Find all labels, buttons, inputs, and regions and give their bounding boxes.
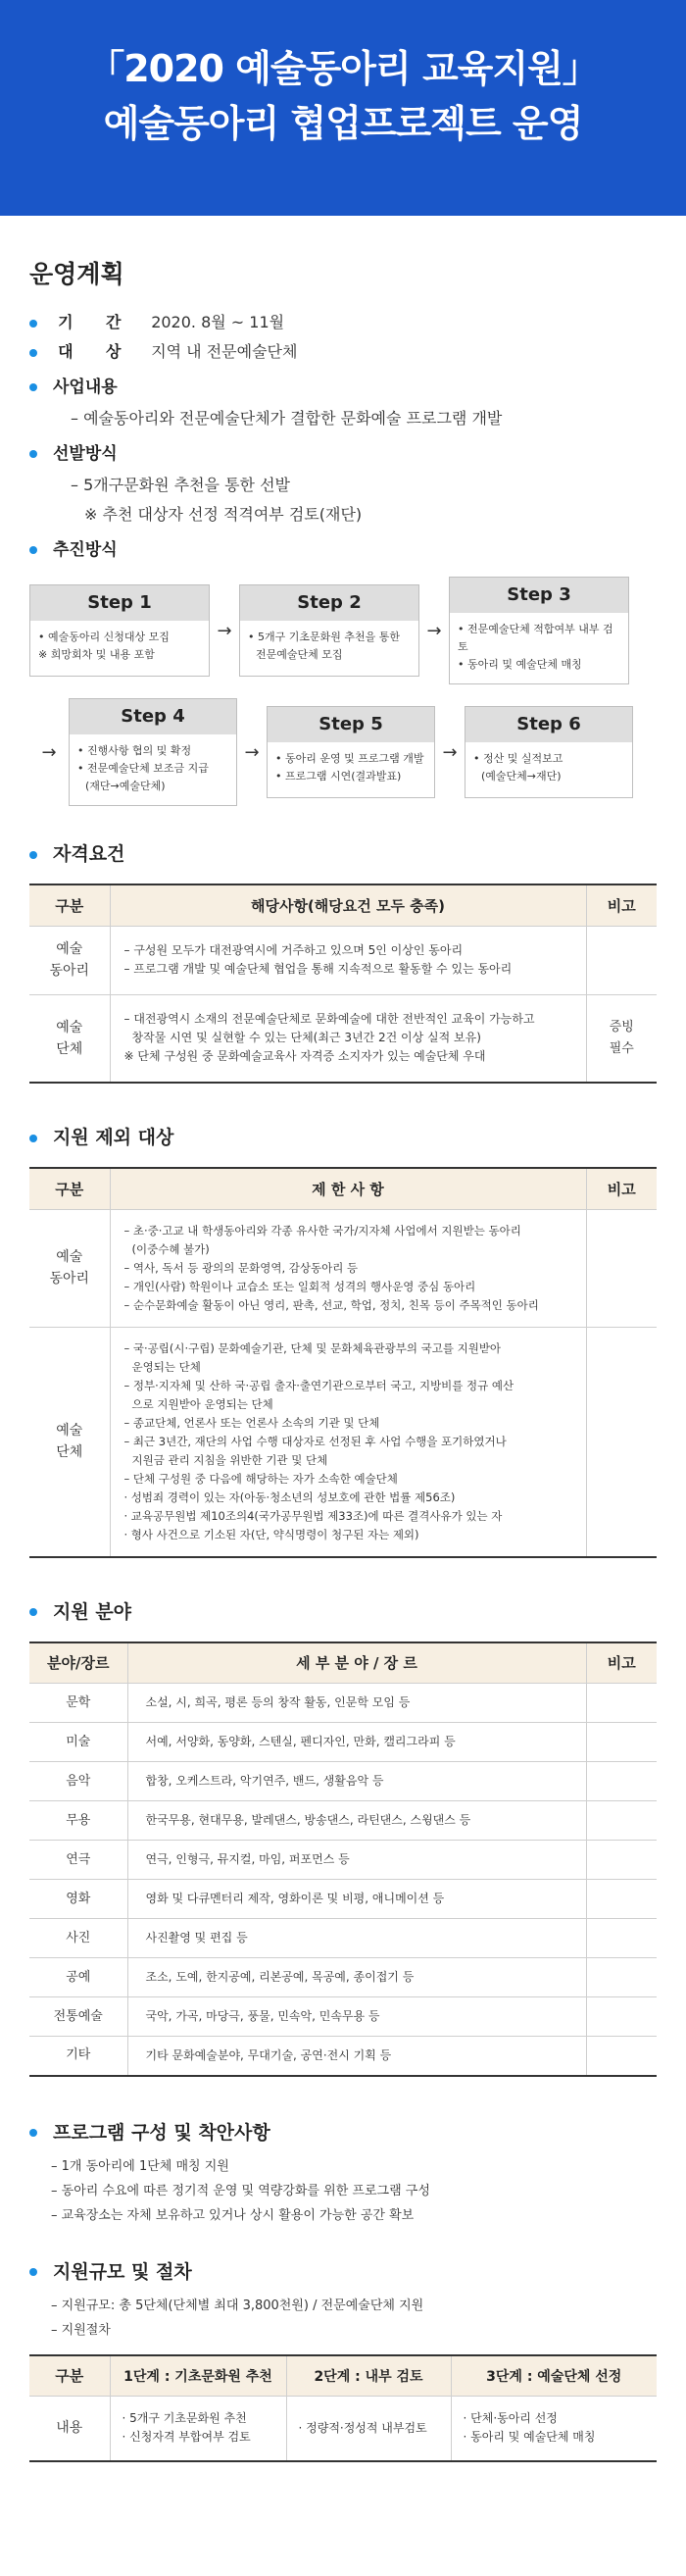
business-value: – 예술동아리와 전문예술단체가 결합한 문화예술 프로그램 개발	[71, 409, 503, 428]
detail-line: · 성범죄 경력이 있는 자(아동·청소년의 성보호에 관한 법률 제56조)	[123, 1490, 456, 1504]
genre-cell: 전통예술	[29, 1997, 127, 2037]
note-cell	[586, 926, 657, 994]
note-cell	[586, 994, 657, 1083]
category-cell	[29, 1209, 110, 1327]
detail-cell: 국악, 가곡, 마당극, 풍물, 민속악, 민속무용 등	[127, 1997, 586, 2037]
table-row	[29, 1762, 657, 1801]
detail-line: · 동아리 및 예술단체 매칭	[463, 2430, 596, 2445]
step-title: Step 3	[450, 578, 628, 613]
arrow-right-icon: →	[442, 741, 458, 763]
category-line: 예술	[56, 1423, 83, 1439]
fields-title	[29, 1597, 657, 1624]
qualification-table	[29, 884, 657, 1084]
detail-cell	[110, 926, 586, 994]
note-cell	[586, 1327, 657, 1557]
category-line: 예술	[56, 1249, 83, 1265]
steps-row-2	[29, 698, 657, 806]
step-box	[449, 577, 629, 684]
table-row	[29, 926, 657, 994]
step-title: Step 2	[240, 585, 418, 621]
step-line: • 예술동아리 신청대상 모집	[38, 631, 170, 643]
note-cell	[586, 1209, 657, 1327]
detail-line: 으로 지원받아 운영되는 단체	[131, 1396, 273, 1411]
step-line: • 진행사항 협의 및 확정	[77, 744, 192, 757]
selection-heading	[29, 437, 657, 471]
qualification-title	[29, 839, 657, 866]
note-cell	[586, 1997, 657, 2037]
note-cell	[586, 1723, 657, 1762]
row-label: 내용	[29, 2397, 110, 2461]
detail-cell	[110, 1209, 586, 1327]
genre-cell: 공예	[29, 1958, 127, 1997]
list-item: – 동아리 수요에 따른 정기적 운영 및 역량강화를 위한 프로그램 구성	[51, 2183, 430, 2198]
bullet-dot-icon	[29, 349, 37, 357]
detail-cell: 연극, 인형극, 뮤지컬, 마임, 퍼포먼스 등	[127, 1841, 586, 1880]
table-header-row	[29, 1168, 657, 1209]
detail-cell	[110, 1327, 586, 1557]
bullet-dot-icon	[29, 1135, 37, 1142]
step-body	[240, 621, 418, 676]
step-line: • 전문예술단체 적합여부 내부 검토	[458, 623, 613, 653]
list-item: – 지원규모: 총 5단체(단체별 최대 3,800천원) / 전문예술단체 지원	[51, 2298, 424, 2313]
step-body	[30, 621, 209, 676]
note-line: 증빙	[609, 1019, 634, 1035]
column-header: 해당사항(해당요건 모두 충족)	[110, 884, 586, 926]
note-cell	[586, 1684, 657, 1723]
business-heading	[29, 371, 657, 404]
detail-line: – 프로그램 개발 및 예술단체 협업을 통해 지속적으로 활동할 수 있는 동아리	[123, 962, 513, 976]
selection-value: – 5개구문화원 추천을 통한 선발	[71, 476, 290, 494]
table-row	[29, 1919, 657, 1958]
note-cell	[586, 1958, 657, 1997]
detail-line: 창작물 시연 및 실현할 수 있는 단체(최근 3년간 2건 이상 실적 보유)	[131, 1031, 481, 1045]
step-line: • 동아리 및 예술단체 매칭	[458, 658, 582, 671]
step-box	[239, 584, 419, 677]
fields-title-text: 지원 분야	[53, 1600, 132, 1623]
arrow-right-icon: →	[217, 620, 232, 641]
detail-line: – 순수문화예술 활동이 아닌 영리, 판촉, 선교, 학업, 정치, 친목 등이 주목적인 동아리	[123, 1297, 539, 1312]
arrow-right-icon: →	[426, 620, 442, 641]
step-line: • 전문예술단체 보조금 지급	[77, 762, 209, 775]
step-cell	[110, 2397, 286, 2461]
bullet-dot-icon	[29, 383, 37, 391]
table-row	[29, 1997, 657, 2037]
process-label: 추진방식	[53, 540, 118, 560]
bullet-dot-icon	[29, 320, 37, 328]
genre-cell: 연극	[29, 1841, 127, 1880]
detail-line: (이중수혜 불가)	[131, 1241, 210, 1256]
target-row	[29, 337, 657, 367]
genre-cell: 문학	[29, 1684, 127, 1723]
note-cell	[586, 1880, 657, 1919]
selection-note: ※ 추천 대상자 선정 적격여부 검토(재단)	[84, 505, 363, 524]
step-body	[450, 613, 628, 683]
detail-line: – 종교단체, 언론사 또는 언론사 소속의 기관 및 단체	[123, 1415, 380, 1430]
category-line: 예술	[56, 941, 83, 957]
detail-line: · 5개구 기초문화원 추천	[122, 2411, 247, 2426]
detail-line: · 정량적·정성적 내부검토	[298, 2420, 427, 2435]
step-body	[268, 742, 434, 797]
detail-line: 운영되는 단체	[131, 1359, 201, 1374]
genre-cell: 영화	[29, 1880, 127, 1919]
detail-cell: 사진촬영 및 편집 등	[127, 1919, 586, 1958]
steps-row-1	[29, 577, 657, 684]
column-header: 구분	[29, 2355, 110, 2397]
selection-label: 선발방식	[53, 444, 118, 464]
table-row	[29, 1723, 657, 1762]
step-box	[69, 698, 237, 806]
genre-cell: 기타	[29, 2037, 127, 2076]
detail-line: – 개인(사람) 학원이나 교습소 또는 일회적 성격의 행사운영 중심 동아리	[123, 1279, 476, 1293]
bullet-dot-icon	[29, 851, 37, 859]
step-title: Step 4	[70, 699, 236, 734]
program-title	[29, 2118, 657, 2145]
table-row	[29, 2397, 657, 2461]
note-line: 필수	[609, 1040, 634, 1056]
period-value: 2020. 8월 ~ 11월	[151, 313, 285, 331]
detail-cell: 합창, 오케스트라, 악기연주, 밴드, 생활음악 등	[127, 1762, 586, 1801]
column-header: 3단계 : 예술단체 선정	[451, 2355, 657, 2397]
table-header-row	[29, 884, 657, 926]
detail-line: – 국·공립(시·구립) 문화예술기관, 단체 및 문화체육관광부의 국고를 지원받아	[123, 1340, 502, 1355]
column-header: 비고	[586, 1642, 657, 1684]
scale-list	[29, 2294, 657, 2343]
step-line: • 5개구 기초문화원 추천을 통한	[248, 631, 400, 643]
table-header-row	[29, 1642, 657, 1684]
table-row	[29, 1958, 657, 1997]
step-body	[466, 742, 632, 797]
fields-table	[29, 1642, 657, 2077]
category-line: 단체	[56, 1040, 83, 1057]
list-item: – 지원절차	[51, 2322, 111, 2338]
table-row	[29, 1880, 657, 1919]
column-header: 비고	[586, 884, 657, 926]
qualification-title-text: 자격요건	[53, 843, 125, 865]
category-line: 예술	[56, 1019, 83, 1035]
step-line: (예술단체→재단)	[481, 770, 562, 783]
program-list	[29, 2154, 657, 2228]
step-cell	[451, 2397, 657, 2461]
category-cell	[29, 926, 110, 994]
step-line: • 정산 및 실적보고	[473, 752, 564, 765]
step-line: • 프로그램 시연(결과발표)	[275, 770, 402, 783]
exclusion-title	[29, 1123, 657, 1149]
step-title: Step 5	[268, 707, 434, 742]
scale-title	[29, 2257, 657, 2284]
exclusion-title-text: 지원 제외 대상	[53, 1127, 174, 1148]
scale-title-text: 지원규모 및 절차	[53, 2260, 192, 2283]
banner-title-line2: 예술동아리 협업프로젝트 운영	[103, 102, 583, 145]
detail-cell: 영화 및 다큐멘터리 제작, 영화이론 및 비평, 애니메이션 등	[127, 1880, 586, 1919]
category-cell	[29, 1327, 110, 1557]
bullet-dot-icon	[29, 1608, 37, 1616]
table-row	[29, 1801, 657, 1841]
category-cell	[29, 994, 110, 1083]
arrow-right-icon: →	[244, 741, 260, 763]
table-row	[29, 1327, 657, 1557]
detail-cell: 한국무용, 현대무용, 발레댄스, 방송댄스, 라틴댄스, 스윙댄스 등	[127, 1801, 586, 1841]
detail-line: ※ 단체 구성원 중 문화예술교육사 자격증 소지자가 있는 예술단체 우대	[123, 1049, 486, 1064]
column-header: 구분	[29, 884, 110, 926]
detail-line: 지원금 관리 지침을 위반한 기관 및 단체	[131, 1452, 328, 1467]
category-line: 단체	[56, 1444, 83, 1460]
step-cell	[286, 2397, 451, 2461]
program-title-text: 프로그램 구성 및 착안사항	[53, 2121, 270, 2144]
column-header: 2단계 : 내부 검토	[286, 2355, 451, 2397]
category-line: 동아리	[49, 963, 90, 979]
step-title: Step 6	[466, 707, 632, 742]
detail-cell: 서예, 서양화, 동양화, 스텐실, 펜디자인, 만화, 캘리그라피 등	[127, 1723, 586, 1762]
column-header: 1단계 : 기초문화원 추천	[110, 2355, 286, 2397]
note-cell	[586, 1841, 657, 1880]
bullet-dot-icon	[29, 2268, 37, 2276]
step-line: (재단→예술단체)	[85, 780, 166, 792]
step-box	[267, 706, 435, 798]
table-header-row	[29, 2355, 657, 2397]
table-row	[29, 1841, 657, 1880]
plan-title: 운영계획	[29, 260, 124, 288]
period-row	[29, 308, 657, 337]
bullet-dot-icon	[29, 2129, 37, 2137]
detail-line: – 최근 3년간, 재단의 사업 수행 대상자로 선정된 후 사업 수행을 포기하였거나	[123, 1434, 507, 1448]
business-label: 사업내용	[53, 378, 118, 397]
period-label: 기 간	[58, 313, 122, 331]
column-header: 세 부 분 야 / 장 르	[127, 1642, 586, 1684]
detail-line: – 역사, 독서 등 광의의 문화영역, 감상동아리 등	[123, 1260, 359, 1275]
table-row	[29, 1684, 657, 1723]
detail-line: – 단체 구성원 중 다음에 해당하는 자가 소속한 예술단체	[123, 1471, 398, 1486]
column-header: 구분	[29, 1168, 110, 1209]
step-body	[70, 734, 236, 805]
detail-cell: 소설, 시, 희곡, 평론 등의 창작 활동, 인문학 모임 등	[127, 1684, 586, 1723]
process-heading	[29, 533, 657, 567]
genre-cell: 무용	[29, 1801, 127, 1841]
detail-line: – 구성원 모두가 대전광역시에 거주하고 있으며 5인 이상인 동아리	[123, 943, 464, 957]
note-cell	[586, 1919, 657, 1958]
genre-cell: 미술	[29, 1723, 127, 1762]
list-item: – 교육장소는 자체 보유하고 있거나 상시 활용이 가능한 공간 확보	[51, 2207, 415, 2223]
exclusion-table	[29, 1167, 657, 1558]
column-header: 분야/장르	[29, 1642, 127, 1684]
detail-cell	[110, 994, 586, 1083]
detail-cell: 조소, 도예, 한지공예, 리본공예, 목공예, 종이접기 등	[127, 1958, 586, 1997]
genre-cell: 사진	[29, 1919, 127, 1958]
detail-line: – 대전광역시 소재의 전문예술단체로 문화예술에 대한 전반적인 교육이 가능하고	[123, 1012, 535, 1027]
procedure-table	[29, 2354, 657, 2462]
detail-line: · 단체·동아리 선정	[463, 2411, 558, 2426]
note-cell	[586, 1801, 657, 1841]
banner-title-line1: 「2020 예술동아리 교육지원」	[87, 47, 599, 90]
table-row	[29, 2037, 657, 2076]
detail-line: · 교육공무원법 제10조의4(국가공무원법 제33조)에 따른 결격사유가 있는 자	[123, 1508, 503, 1523]
target-value: 지역 내 전문예술단체	[151, 342, 298, 361]
note-cell	[586, 1762, 657, 1801]
main-content	[0, 255, 686, 2462]
step-line: ※ 희망회차 및 내용 포함	[38, 648, 155, 661]
step-line: 전문예술단체 모집	[256, 648, 343, 661]
detail-line: – 정부·지자체 및 산하 국·공립 출자·출연기관으로부터 국고, 지방비를 정규 예산	[123, 1378, 514, 1392]
target-label: 대 상	[58, 342, 122, 361]
table-row	[29, 994, 657, 1083]
arrow-right-icon: →	[41, 741, 57, 763]
table-row	[29, 1209, 657, 1327]
note-cell	[586, 2037, 657, 2076]
column-header: 비고	[586, 1168, 657, 1209]
detail-line: · 형사 사건으로 기소된 자(단, 약식명령이 청구된 자는 제외)	[123, 1527, 419, 1541]
detail-line: – 초·중·고교 내 학생동아리와 각종 유사한 국가/지자체 사업에서 지원받는 동아리	[123, 1223, 521, 1237]
step-line: • 동아리 운영 및 프로그램 개발	[275, 752, 424, 765]
genre-cell: 음악	[29, 1762, 127, 1801]
category-line: 동아리	[49, 1271, 90, 1287]
step-box	[29, 584, 210, 677]
column-header: 제 한 사 항	[110, 1168, 586, 1209]
bullet-dot-icon	[29, 546, 37, 554]
step-title: Step 1	[30, 585, 209, 621]
bullet-dot-icon	[29, 450, 37, 458]
step-box	[465, 706, 633, 798]
list-item: – 1개 동아리에 1단체 매칭 지원	[51, 2158, 229, 2174]
detail-line: · 신청자격 부합여부 검토	[122, 2430, 251, 2445]
detail-cell: 기타 문화예술분야, 무대기술, 공연·전시 기획 등	[127, 2037, 586, 2076]
banner	[0, 0, 686, 216]
